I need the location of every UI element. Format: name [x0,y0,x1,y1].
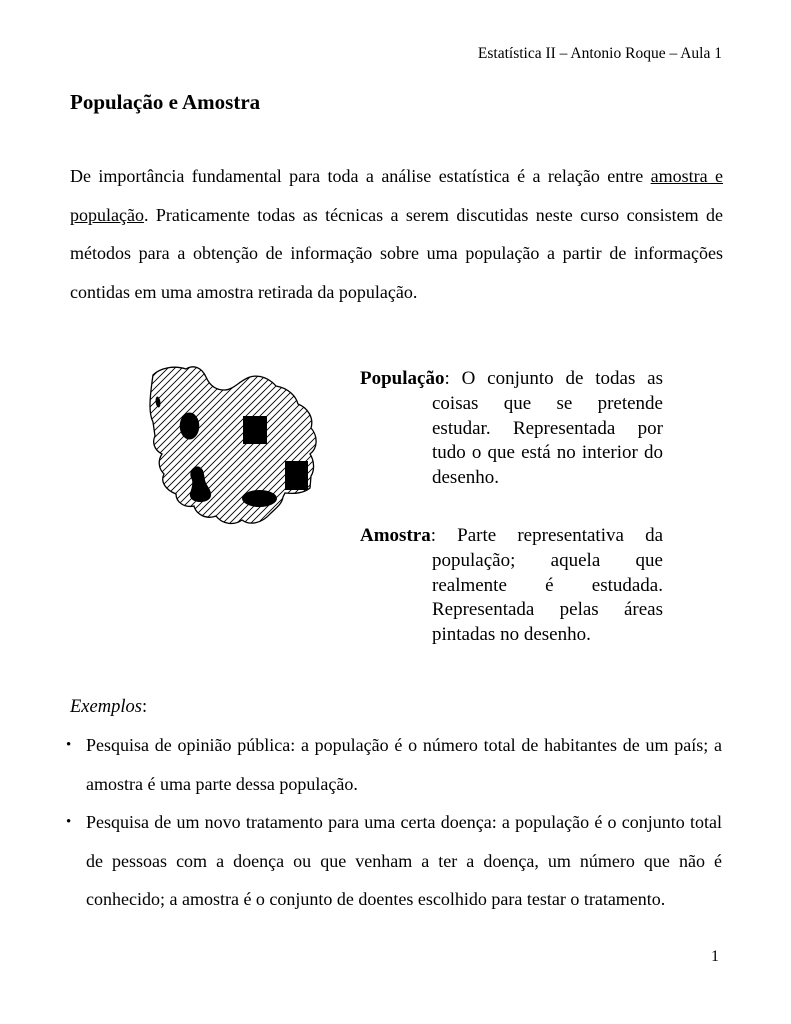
underlined-phrase: amostra e população [70,166,724,225]
examples-list [66,726,722,919]
definition-text: Parte representativa da população; aquela que realmente é estudada. Representada pelas áreas pintadas no desenho. [432,524,664,646]
definitions-column [360,367,663,681]
intro-text-after: . Praticamente todas as técnicas a serem discutidas neste curso consistem de métodos para a obtenção de informação sobre uma população a partir de informações contidas em uma amostra retirada da população. [70,204,723,302]
definition-amostra [360,524,663,648]
population-sample-diagram [146,362,324,532]
population-region [150,367,316,524]
examples-heading-text: Exemplos [70,697,142,717]
examples-heading-separator: : [141,697,148,717]
sample-square-center [243,416,267,444]
definition-text: O conjunto de todas as coisas que se pretende estudar. Representada por tudo o que está no interior do desenho. [432,368,664,489]
sample-ellipse-bottom [242,490,277,507]
intro-paragraph [70,157,723,311]
list-item [66,726,722,803]
running-header: Estatística II – Antonio Roque – Aula 1 [477,45,722,62]
page-number: 1 [711,948,719,965]
definition-term: Amostra [360,524,431,546]
definition-term: População [360,368,445,389]
example-text: Pesquisa de um novo tratamento para uma certa doença: a população é o conjunto total de pessoas com a doença ou que venham a ter a doença, um número que não é conhecido; a amostra é o conjunto de doentes escolhido para testar o tratamento. [86,812,722,910]
definition-populacao [360,367,663,491]
sample-square-right [285,461,308,490]
page-title: População e Amostra [70,90,261,114]
sample-ellipse-left [180,413,200,440]
examples-heading [70,688,147,727]
intro-text-before: De importância fundamental para toda a análise estatística é a relação entre [70,166,651,186]
definition-separator: : [444,368,462,389]
list-item [66,803,722,919]
example-text: Pesquisa de opinião pública: a população é o número total de habitantes de um país; a amostra é uma parte dessa população. [86,735,722,794]
definition-separator: : [430,524,458,546]
bullet-icon: • [66,737,72,753]
bullet-icon: • [66,814,72,831]
